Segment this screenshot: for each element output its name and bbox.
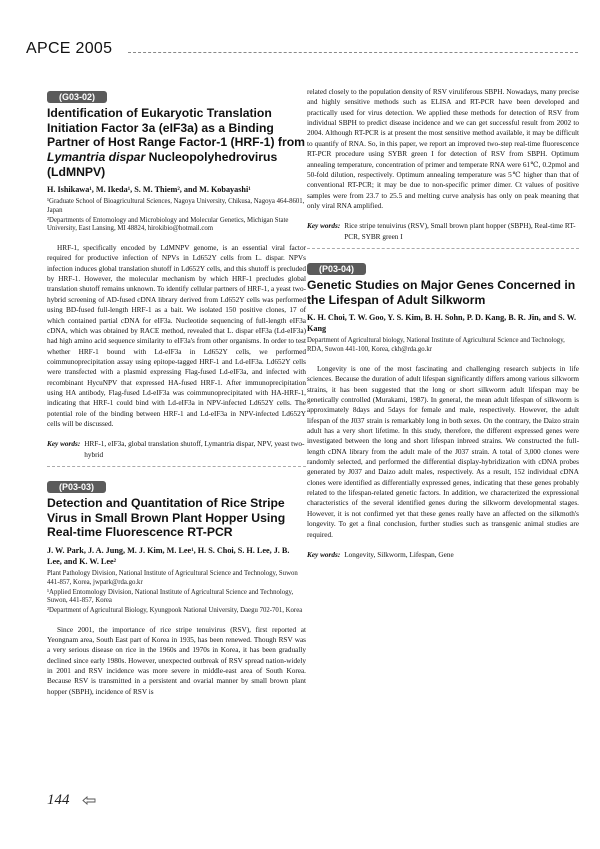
affiliation: ²Departments of Entomology and Microbiology and Molecular Genetics, Michigan State University, East Lansing, MI 48824, hirokibio@hotmail.com: [47, 216, 289, 233]
title-text: Identification of Eukaryotic Translation Initiation Factor 3a (eIF3a) as a Binding Partner of Host Range Factor-1 (HRF-1) from: [47, 106, 305, 150]
running-header-title: APCE 2005: [26, 40, 113, 57]
affiliation: Department of Agricultural biology, National Institute of Agricultural Science and Technology, RDA, Suwon 441-100, Korea, ckh@rda.go.kr: [307, 337, 565, 354]
article-title: [47, 106, 306, 179]
article-abstract-part2: related closely to the population density of RSV viruliferous SBPH. Nowadays, many precise and highly sensitive methods such as ELISA and RT-PCR have been developed and practically used for virus detection. We applied these methods for detection of RSV from individual SBPH to predict disease incidence and we can get successful result from 2002 to 2004. Although RT-PCR is at present the most sensitive method available, it may be difficult to quantify of RNA. So, in this paper, we report an improved two-step real-time fluorescence RT-PCR procedure using SYBR green I for detection of RSV from SBPH. Optimum annealing temperature, concentration of primer and temperate RNA were 61℃, 0.2pmol and 50-fold dilution, respectively. Optimum annealing temperature was 5℃ higher than that of conventional RT-PCR; it may be due to non-specific primer dimer. Ct values of positive samples were from 23.7 to 25.5 and melting curve analysis has only on peak meaning that only viral RNA amplified.: [307, 88, 579, 210]
keywords-label: Key words:: [47, 440, 81, 449]
article-title: Genetic Studies on Major Genes Concerned in the Lifespan of Adult Silkworm: [307, 278, 576, 307]
article-code-badge: (G03-02): [47, 91, 107, 103]
article-abstract: Longevity is one of the most fascinating and challenging research subjects in life sciences. Because the duration of adult lifespan significantly differs among various silkworm strains, it has been suggested that the long or short silkworm adult lifespan may be genetically controlled (Murakami, 1987). In general, the mean adult lifespan of silkworm is approximately 8days and 5days for female and male, respectively. However, the adult lifespan of the J037 strain is remarkably long in both sexes. On the contrary, the Daizo strain adult has a very short lifetime. In this study, therefore, the different expressed genes were investigated between the long and short lifespan inbreed strains. We constructed the full-length cDNA library from the adult male of the J037 strain. A total of 3,000 clones were randomly selected, and performed the differential display-hybridization with cDNA probes generated by J037 and Daizo adult males, respectively. As a result, 152 individual cDNA clones were identified as differentially expressed genes, indicating that these genes probably related to the lifespan-related genetic factors. In addition, we characterized the expressional characteristics of the several identified genes during the silkworm developmental stages. However, it is not confirmed yet that these genes really have an affected on the silkmoth's longevity. To get a final conclusion, further studies such as transgenic animal studies are required.: [307, 364, 579, 539]
page-number: 144: [47, 792, 70, 808]
keywords-text: Rice stripe tenuivirus (RSV), Small brown plant hopper (SBPH), Real-time RT-PCR, SYBR green I: [344, 222, 576, 241]
article-abstract-part1: Since 2001, the importance of rice stripe tenuivirus (RSV), first reported at Yeongnam area, South East part of Korea in 1935, has been renewed. Though RSV was a very serious disease on rice in the 1960s and 1970s in Korea, it has been gradually declined since early 1980s. However, unexpected outbreak of RSV spread nation-widely in 2001 and RSV incidence was more severe in middle-east area of South Korea. Because RSV is transmitted in a persistent and ovarial manner by small brown plant hopper (SBPH), incidence of RSV is: [47, 625, 306, 696]
affiliation: ²Department of Agricultural Biology, Kyungpook National University, Daegu 702-701, Korea: [47, 607, 303, 614]
left-column: [47, 87, 306, 707]
keywords-line: [307, 221, 579, 249]
right-column: [307, 87, 579, 576]
affiliations: [47, 198, 306, 234]
keywords-line: [307, 550, 579, 566]
keywords-text: HRF-1, eIF3a, global translation shutoff, Lymantria dispar, NPV, yeast two-hybrid: [84, 440, 305, 459]
arrow-left-icon: [82, 796, 96, 805]
affiliations: [47, 570, 306, 615]
title-italic-species: Lymantria dispar: [47, 149, 146, 164]
keywords-label: Key words:: [307, 550, 341, 559]
header-divider: [128, 52, 578, 53]
keywords-text: Longevity, Silkworm, Lifespan, Gene: [344, 550, 454, 559]
article-authors: H. Ishikawa¹, M. Ikeda¹, S. M. Thiem², and M. Kobayashi¹: [47, 185, 251, 195]
article-authors: K. H. Choi, T. W. Goo, Y. S. Kim, B. H. Sohn, P. D. Kang, B. R. Jin, and S. W. Kang: [307, 313, 577, 334]
article-code-badge: (P03-03): [47, 481, 106, 493]
article-p03-04: [307, 259, 579, 566]
affiliation: Plant Pathology Division, National Institute of Agricultural Science and Technology, Suwon 441-857, Korea, jwpark@rda.go.kr: [47, 570, 298, 586]
article-code-badge: (P03-04): [307, 263, 366, 275]
article-p03-03: [47, 477, 306, 697]
keywords-label: Key words:: [307, 222, 341, 231]
keywords-line: [47, 439, 306, 467]
title-text-end: Nucleopolyhedrovirus (LdMNPV): [47, 149, 278, 179]
article-abstract: HRF-1, specifically encoded by LdMNPV genome, is an essential viral factor required for productive infection of NPVs in Ld652Y cells from L. dispar. NPVs infection induces global translation shutoff in Ld652Y cells, and this shutoff is precluded by HRF-1. However, the molecular mechanism by which HRF-1 precludes global translation shutoff remains unknown. To identify cellular partners of HRF-1, a yeast two-hybrid screening of AD-fused cDNA library derived from Ld652Y cells was performed using BD-fused full-length HRF-1 as a bait. We isolated 150 positive clones, 17 of which contained partial cDNA for eIF3a. Nucleotide sequencing of full-length eIF3a cDNA, which was obtained by RACE method, revealed that L. dispar eIF3a (Ld-eIF3a) had high amino acid sequence similarity to eIF3a's from other organisms. In order to test whether HRF-1 bound with Ld-eIF3a in Ld652Y cells, we performed coimmunoprecipitation assay using epitope-tagged HRF-1 and Ld-eIF3a. Ld652Y cells were transfected with a plasmid expressing Flag-fused Ld-eIF3a, and infected with recombinant HycuNPV that expressed HA-fused HRF-1. After immunoprecipitation using HA antibody, Flag-fused Ld-eIF3a was coimmunoprecipitated with HA-HRF-1, indicating that HRF-1 could bind with Ld-eIF3a in NPV-infected Ld652Y cells. The potential role of the binding between HRF-1 and Ld-eIF3a in NPV-infected Ld652Y cells will be discussed.: [47, 244, 306, 429]
article-g03-02: [47, 87, 306, 467]
affiliation: ¹Graduate School of Bioagricultural Sciences, Nagoya University, Chikusa, Nagoya 464-8601, Japan: [47, 198, 305, 214]
article-authors: J. W. Park, J. A. Jung, M. J. Kim, M. Lee¹, H. S. Choi, S. H. Lee, J. B. Lee, and K. W. Lee²: [47, 546, 290, 567]
affiliations: [307, 337, 579, 354]
affiliation: ¹Applied Entomology Division, National Institute of Agricultural Science and Technology, Suwon, 441-857, Korea: [47, 588, 294, 605]
article-title: Detection and Quantitation of Rice Stripe Virus in Small Brown Plant Hopper Using Real-time Fluorescence RT-PCR: [47, 496, 286, 540]
